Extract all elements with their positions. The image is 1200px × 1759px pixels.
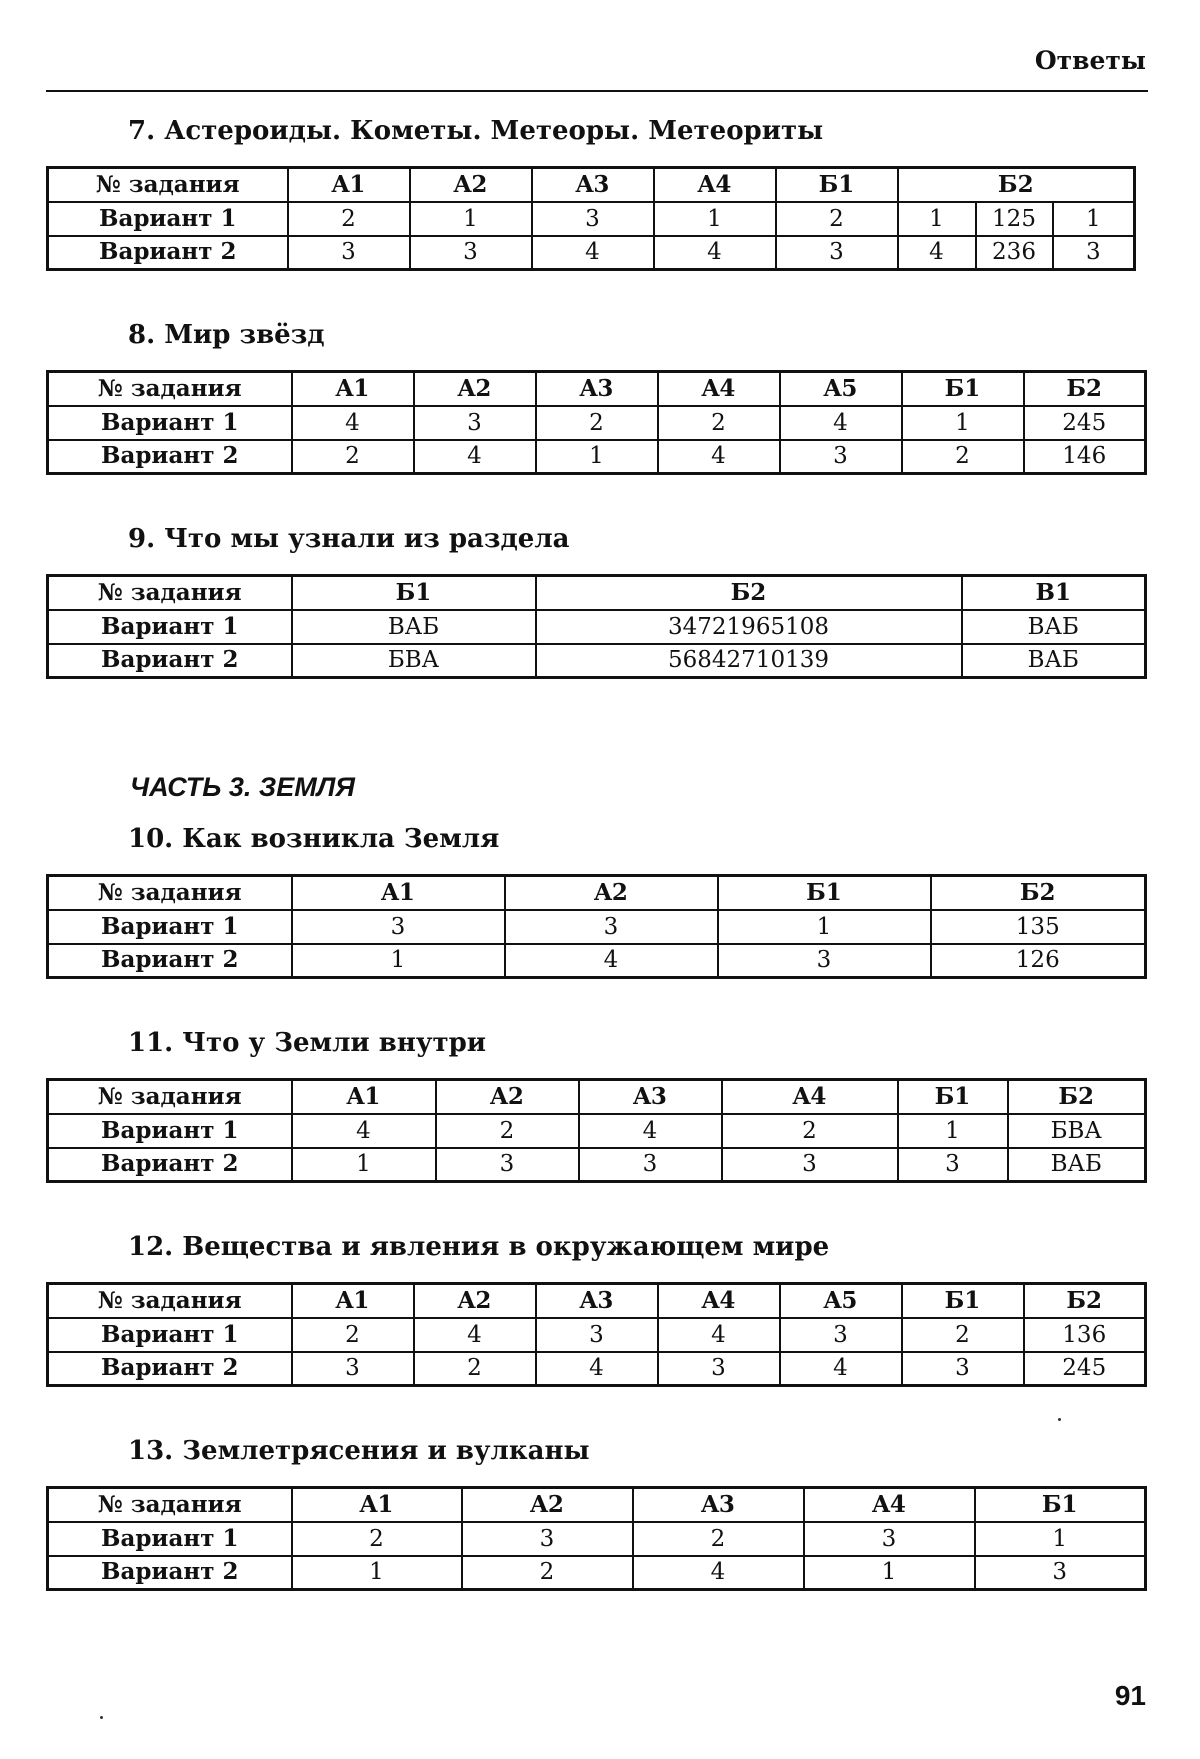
table-cell: 1 xyxy=(410,202,532,236)
table-cell: 2 xyxy=(722,1114,898,1148)
header-cell: № задания xyxy=(48,1488,292,1522)
header-cell: Б2 xyxy=(1008,1080,1146,1114)
table-cell: 135 xyxy=(931,910,1146,944)
header-cell: Б1 xyxy=(902,372,1024,406)
header-cell: A1 xyxy=(292,372,414,406)
row-label: Вариант 1 xyxy=(48,202,288,236)
header-cell: A1 xyxy=(288,168,410,202)
header-cell: A4 xyxy=(654,168,776,202)
table-cell: 2 xyxy=(292,1318,414,1352)
table-cell: 3 xyxy=(898,1148,1008,1182)
table-cell: 1 xyxy=(536,440,658,474)
page-header xyxy=(46,40,1148,92)
section-title: 9. Что мы узнали из раздела xyxy=(128,524,570,554)
table-cell: 2 xyxy=(436,1114,579,1148)
table-row xyxy=(48,644,1146,678)
row-label: Вариант 1 xyxy=(48,1522,292,1556)
row-label: Вариант 2 xyxy=(48,440,292,474)
row-label: Вариант 1 xyxy=(48,910,292,944)
answers-table xyxy=(46,874,1147,979)
header-cell: № задания xyxy=(48,1284,292,1318)
table-cell: 3 xyxy=(718,944,931,978)
table-cell: 125 xyxy=(976,202,1053,236)
table-cell: 1 xyxy=(654,202,776,236)
table-header-row xyxy=(48,1080,1146,1114)
header-cell: Б2 xyxy=(898,168,1135,202)
header-cell: A1 xyxy=(292,1488,462,1522)
section-title: 11. Что у Земли внутри xyxy=(128,1028,486,1058)
header-cell: № задания xyxy=(48,576,292,610)
row-label: Вариант 1 xyxy=(48,1318,292,1352)
table-cell: ВАБ xyxy=(1008,1148,1146,1182)
table-cell: 2 xyxy=(462,1556,633,1590)
table-row xyxy=(48,202,1135,236)
table-cell: 4 xyxy=(505,944,718,978)
header-cell: A4 xyxy=(722,1080,898,1114)
table-cell: 136 xyxy=(1024,1318,1146,1352)
header-cell: A3 xyxy=(532,168,654,202)
table-cell: 3 xyxy=(505,910,718,944)
header-cell: Б1 xyxy=(898,1080,1008,1114)
table-header-row xyxy=(48,1488,1146,1522)
print-speck xyxy=(100,1716,103,1719)
header-cell: A3 xyxy=(536,372,658,406)
table-row xyxy=(48,1148,1146,1182)
answers-table xyxy=(46,370,1147,475)
header-cell: A4 xyxy=(658,372,780,406)
header-cell: A2 xyxy=(414,1284,536,1318)
table-row xyxy=(48,1318,1146,1352)
table-cell: 245 xyxy=(1024,1352,1146,1386)
table-cell: 3 xyxy=(658,1352,780,1386)
table-cell: ВАБ xyxy=(962,610,1146,644)
header-cell: № задания xyxy=(48,372,292,406)
table-cell: 2 xyxy=(633,1522,804,1556)
table-cell: 2 xyxy=(536,406,658,440)
table-row xyxy=(48,1522,1146,1556)
header-cell: A2 xyxy=(505,876,718,910)
table-cell: 34721965108 xyxy=(536,610,962,644)
header-cell: Б1 xyxy=(718,876,931,910)
table-cell: 3 xyxy=(288,236,410,270)
table-cell: 146 xyxy=(1024,440,1146,474)
header-cell: № задания xyxy=(48,876,292,910)
header-cell: A2 xyxy=(436,1080,579,1114)
header-cell: A3 xyxy=(536,1284,658,1318)
table-cell: 1 xyxy=(292,944,505,978)
table-cell: 1 xyxy=(898,202,976,236)
print-speck xyxy=(1058,1418,1061,1421)
table-cell: 2 xyxy=(292,1522,462,1556)
table-cell: 3 xyxy=(292,910,505,944)
table-cell: 4 xyxy=(654,236,776,270)
table-row xyxy=(48,440,1146,474)
table-cell: 4 xyxy=(898,236,976,270)
section-title: 8. Мир звёзд xyxy=(128,320,325,350)
table-cell: 3 xyxy=(722,1148,898,1182)
table-cell: 2 xyxy=(902,1318,1024,1352)
header-cell: A5 xyxy=(780,1284,902,1318)
answers-table xyxy=(46,1282,1147,1387)
table-row xyxy=(48,236,1135,270)
row-label: Вариант 2 xyxy=(48,944,292,978)
table-cell: 3 xyxy=(776,236,898,270)
header-cell: Б1 xyxy=(292,576,536,610)
table-cell: 3 xyxy=(780,1318,902,1352)
table-cell: 3 xyxy=(532,202,654,236)
table-cell: 3 xyxy=(902,1352,1024,1386)
table-cell: 4 xyxy=(292,1114,436,1148)
table-cell: ВАБ xyxy=(962,644,1146,678)
table-cell: 1 xyxy=(292,1148,436,1182)
table-cell: 4 xyxy=(633,1556,804,1590)
table-cell: 2 xyxy=(288,202,410,236)
table-cell: 3 xyxy=(804,1522,975,1556)
table-cell: 3 xyxy=(579,1148,722,1182)
answers-table xyxy=(46,1078,1147,1183)
header-cell: A5 xyxy=(780,372,902,406)
table-header-row xyxy=(48,372,1146,406)
table-cell: 2 xyxy=(292,440,414,474)
header-cell: A1 xyxy=(292,1284,414,1318)
header-cell: Б2 xyxy=(931,876,1146,910)
table-cell: 4 xyxy=(414,440,536,474)
table-cell: 1 xyxy=(975,1522,1146,1556)
table-cell: ВАБ xyxy=(292,610,536,644)
row-label: Вариант 2 xyxy=(48,236,288,270)
row-label: Вариант 2 xyxy=(48,644,292,678)
section-title: 10. Как возникла Земля xyxy=(128,824,499,854)
table-cell: 3 xyxy=(536,1318,658,1352)
table-cell: 2 xyxy=(776,202,898,236)
header-cell: A4 xyxy=(658,1284,780,1318)
header-cell: Б2 xyxy=(536,576,962,610)
table-cell: 4 xyxy=(536,1352,658,1386)
table-row xyxy=(48,944,1146,978)
header-cell: № задания xyxy=(48,1080,292,1114)
table-cell: 1 xyxy=(898,1114,1008,1148)
header-cell: В1 xyxy=(962,576,1146,610)
header-cell: A3 xyxy=(633,1488,804,1522)
table-cell: 4 xyxy=(414,1318,536,1352)
table-cell: 3 xyxy=(780,440,902,474)
table-cell: 3 xyxy=(1053,236,1135,270)
section-title: 13. Землетрясения и вулканы xyxy=(128,1436,590,1466)
table-cell: 236 xyxy=(976,236,1053,270)
table-cell: БВА xyxy=(1008,1114,1146,1148)
row-label: Вариант 1 xyxy=(48,406,292,440)
table-row xyxy=(48,406,1146,440)
table-cell: 4 xyxy=(780,1352,902,1386)
section-title: 12. Вещества и явления в окружающем мире xyxy=(128,1232,829,1262)
table-cell: 1 xyxy=(902,406,1024,440)
row-label: Вариант 2 xyxy=(48,1352,292,1386)
table-cell: 1 xyxy=(718,910,931,944)
table-cell: 1 xyxy=(804,1556,975,1590)
table-row xyxy=(48,1556,1146,1590)
answers-table xyxy=(46,1486,1147,1591)
table-row xyxy=(48,1114,1146,1148)
table-cell: 126 xyxy=(931,944,1146,978)
header-cell: A2 xyxy=(410,168,532,202)
table-row xyxy=(48,910,1146,944)
header-cell: A3 xyxy=(579,1080,722,1114)
header-cell: A4 xyxy=(804,1488,975,1522)
table-cell: 3 xyxy=(975,1556,1146,1590)
row-label: Вариант 2 xyxy=(48,1148,292,1182)
header-cell: Б1 xyxy=(902,1284,1024,1318)
header-cell: A2 xyxy=(414,372,536,406)
header-cell: Б2 xyxy=(1024,1284,1146,1318)
table-cell: 4 xyxy=(658,1318,780,1352)
part-title: ЧАСТЬ 3. ЗЕМЛЯ xyxy=(130,772,355,803)
table-cell: 4 xyxy=(579,1114,722,1148)
table-header-row xyxy=(48,876,1146,910)
table-cell: 245 xyxy=(1024,406,1146,440)
table-header-row xyxy=(48,576,1146,610)
table-cell: 3 xyxy=(410,236,532,270)
row-label: Вариант 2 xyxy=(48,1556,292,1590)
table-row xyxy=(48,1352,1146,1386)
table-cell: 4 xyxy=(658,440,780,474)
table-cell: 4 xyxy=(780,406,902,440)
row-label: Вариант 1 xyxy=(48,610,292,644)
table-cell: 3 xyxy=(414,406,536,440)
table-cell: 3 xyxy=(292,1352,414,1386)
header-cell: A1 xyxy=(292,876,505,910)
header-cell: A1 xyxy=(292,1080,436,1114)
header-cell: Б1 xyxy=(776,168,898,202)
header-cell: Б1 xyxy=(975,1488,1146,1522)
header-cell: Б2 xyxy=(1024,372,1146,406)
table-cell: 1 xyxy=(1053,202,1135,236)
table-cell: 2 xyxy=(414,1352,536,1386)
answers-table xyxy=(46,166,1136,271)
row-label: Вариант 1 xyxy=(48,1114,292,1148)
table-header-row xyxy=(48,168,1135,202)
table-cell: 2 xyxy=(658,406,780,440)
table-cell: 1 xyxy=(292,1556,462,1590)
table-cell: 3 xyxy=(462,1522,633,1556)
table-cell: 3 xyxy=(436,1148,579,1182)
page-number: 91 xyxy=(1115,1680,1146,1712)
table-cell: 2 xyxy=(902,440,1024,474)
table-header-row xyxy=(48,1284,1146,1318)
table-cell: БВА xyxy=(292,644,536,678)
header-title: Ответы xyxy=(1035,46,1146,75)
header-cell: № задания xyxy=(48,168,288,202)
answers-table xyxy=(46,574,1147,679)
header-cell: A2 xyxy=(462,1488,633,1522)
section-title: 7. Астероиды. Кометы. Метеоры. Метеориты xyxy=(128,116,823,146)
table-cell: 56842710139 xyxy=(536,644,962,678)
table-row xyxy=(48,610,1146,644)
table-cell: 4 xyxy=(292,406,414,440)
table-cell: 4 xyxy=(532,236,654,270)
